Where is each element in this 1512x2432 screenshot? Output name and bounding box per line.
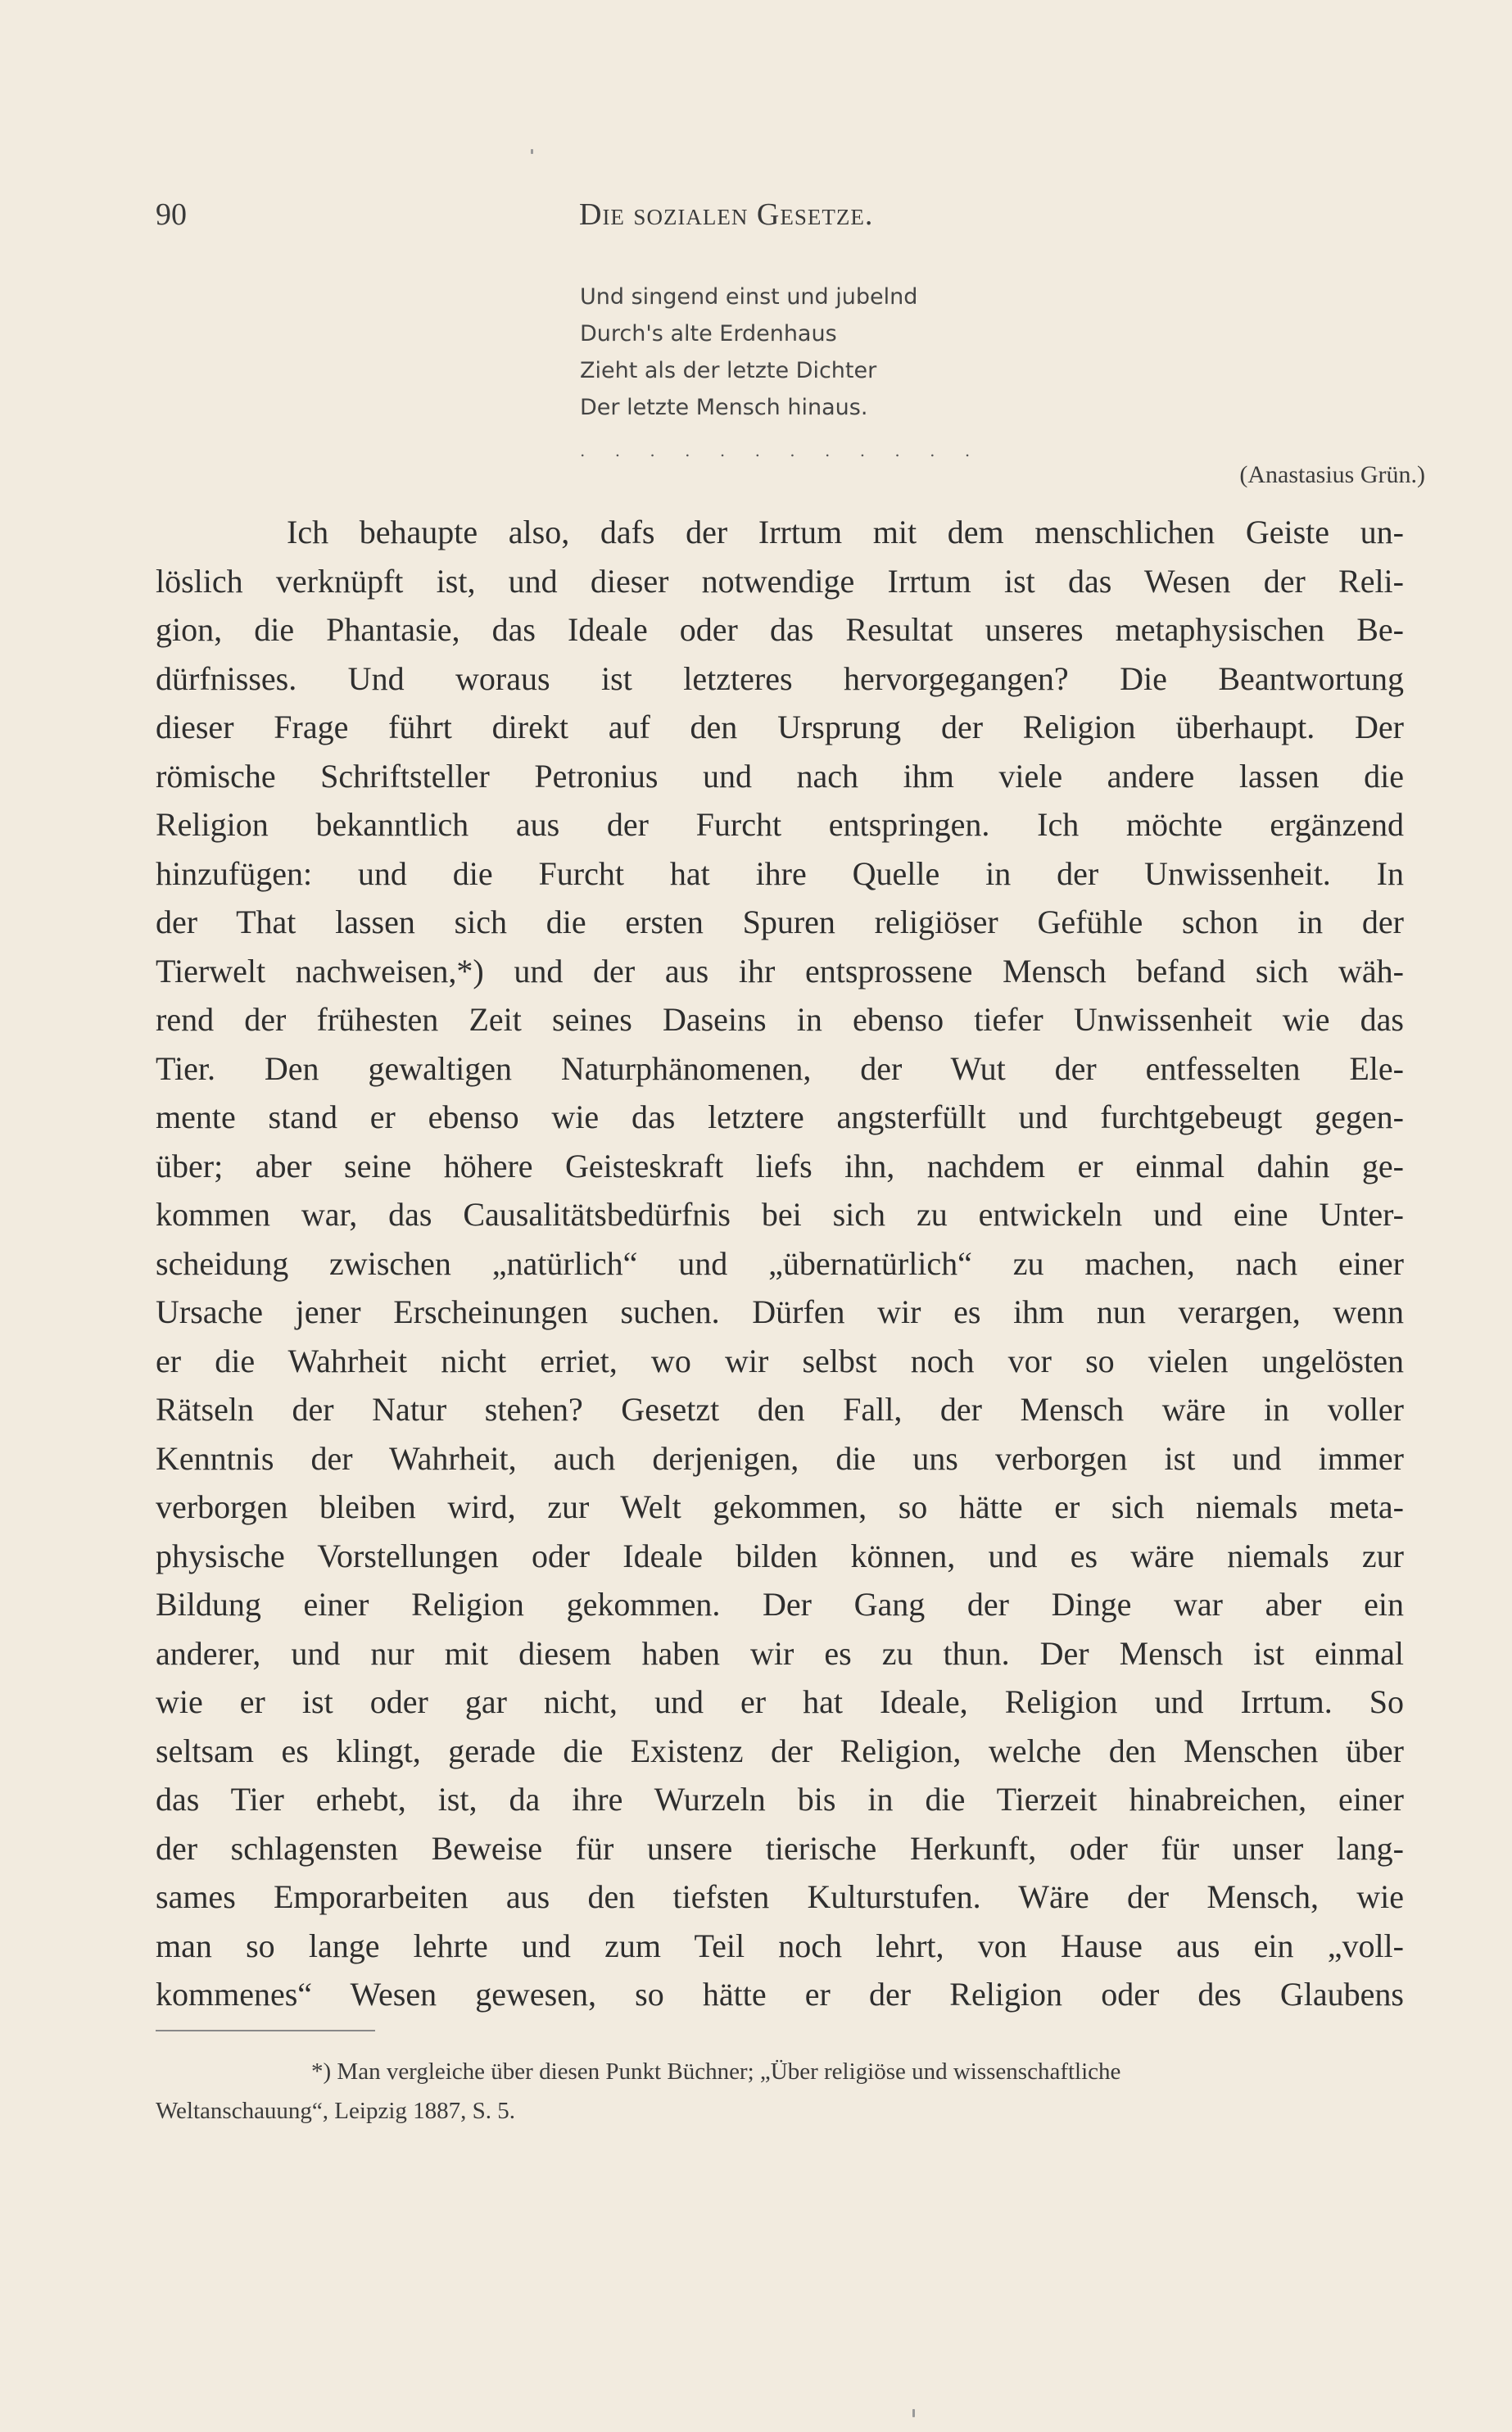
text-line: wie er ist oder gar nicht, und er hat Ideale, Religion und Irrtum. So [156, 1683, 1404, 1720]
text-line: rend der frühesten Zeit seines Daseins in ebenso tiefer Unwissenheit wie das [156, 1001, 1404, 1038]
text-line: Bildung einer Religion gekommen. Der Gang der Dinge war aber ein [156, 1586, 1404, 1623]
text-line: über; aber seine höhere Geisteskraft liefs ihn, nachdem er einmal dahin ge- [156, 1147, 1404, 1184]
paper-speck [912, 2409, 915, 2417]
footnote [156, 2052, 1404, 2131]
text-line: hinzufügen: und die Furcht hat ihre Quelle in der Unwissenheit. In [156, 854, 1404, 892]
poem-ellipsis: . . . . . . . . . . . . [580, 441, 983, 460]
text-line: Ich behaupte also, dafs der Irrtum mit dem menschlichen Geiste un- [287, 514, 1404, 550]
text-line: Ursache jener Erscheinungen suchen. Dürfen wir es ihm nun verargen, wenn [156, 1293, 1404, 1330]
page-header [156, 197, 1466, 246]
footnote-line: *) Man vergleiche über diesen Punkt Büchner; „Über religiöse und wissenschaftliche [311, 2058, 1121, 2085]
text-line: seltsam es klingt, gerade die Existenz der Religion, welche den Menschen über [156, 1732, 1404, 1769]
text-line: er die Wahrheit nicht erriet, wo wir selbst noch vor so vielen ungelösten [156, 1342, 1404, 1379]
text-line: Tier. Den gewaltigen Naturphänomenen, der Wut der entfesselten Ele- [156, 1049, 1404, 1087]
poem-line: Der letzte Mensch hinaus. [580, 395, 868, 420]
text-line: anderer, und nur mit diesem haben wir es zu thun. Der Mensch ist einmal [156, 1634, 1404, 1672]
text-line: Religion bekanntlich aus der Furcht entspringen. Ich möchte ergänzend [156, 806, 1404, 843]
poem-attribution: (Anastasius Grün.) [1239, 461, 1425, 488]
footnote-divider [156, 2030, 375, 2031]
text-line: römische Schriftsteller Petronius und nach ihm viele andere lassen die [156, 757, 1404, 795]
text-line: Kenntnis der Wahrheit, auch derjenigen, die uns verborgen ist und immer [156, 1439, 1404, 1477]
page-number: 90 [156, 197, 187, 232]
text-line: physische Vorstellungen oder Ideale bilden können, und es wäre niemals zur [156, 1537, 1404, 1574]
text-line: man so lange lehrte und zum Teil noch lehrt, von Hause aus ein „voll- [156, 1927, 1404, 1964]
poem-line: Zieht als der letzte Dichter [580, 358, 877, 383]
text-line: dürfnisses. Und woraus ist letzteres hervorgegangen? Die Beantwortung [156, 659, 1404, 697]
paper-speck [531, 149, 533, 154]
text-line: verborgen bleiben wird, zur Welt gekommen, so hätte er sich niemals meta- [156, 1488, 1404, 1525]
text-line: kommenes“ Wesen gewesen, so hätte er der Religion oder des Glaubens [156, 1976, 1404, 2013]
text-line: Rätseln der Natur stehen? Gesetzt den Fall, der Mensch wäre in voller [156, 1391, 1404, 1428]
text-line: kommen war, das Causalitätsbedürfnis bei sich zu entwickeln und eine Unter- [156, 1196, 1404, 1233]
poem-quote [580, 279, 917, 426]
text-line: dieser Frage führt direkt auf den Ursprung der Religion überhaupt. Der [156, 709, 1404, 745]
running-title: Die sozialen Gesetze. [579, 197, 874, 232]
text-line: mente stand er ebenso wie das letztere angsterfüllt und furchtgebeugt gegen- [156, 1098, 1404, 1135]
poem-line: Durch's alte Erdenhaus [580, 321, 837, 346]
text-line: der That lassen sich die ersten Spuren religiöser Gefühle schon in der [156, 904, 1404, 940]
text-line: sames Emporarbeiten aus den tiefsten Kulturstufen. Wäre der Mensch, wie [156, 1878, 1404, 1915]
poem-line: Und singend einst und jubelnd [580, 284, 918, 310]
text-line: der schlagensten Beweise für unsere tierische Herkunft, oder für unser lang- [156, 1829, 1404, 1867]
footnote-line: Weltanschauung“, Leipzig 1887, S. 5. [156, 2098, 516, 2124]
text-line: scheidung zwischen „natürlich“ und „übernatürlich“ zu machen, nach einer [156, 1244, 1404, 1282]
text-line: das Tier erhebt, ist, da ihre Wurzeln bis in die Tierzeit hinabreichen, einer [156, 1781, 1404, 1818]
text-line: gion, die Phantasie, das Ideale oder das Resultat unseres metaphysischen Be- [156, 611, 1404, 648]
text-line: löslich verknüpft ist, und dieser notwendige Irrtum ist das Wesen der Reli- [156, 562, 1404, 600]
text-line: Tierwelt nachweisen,*) und der aus ihr entsprossene Mensch befand sich wäh- [156, 952, 1404, 990]
body-paragraph [156, 508, 1404, 2019]
